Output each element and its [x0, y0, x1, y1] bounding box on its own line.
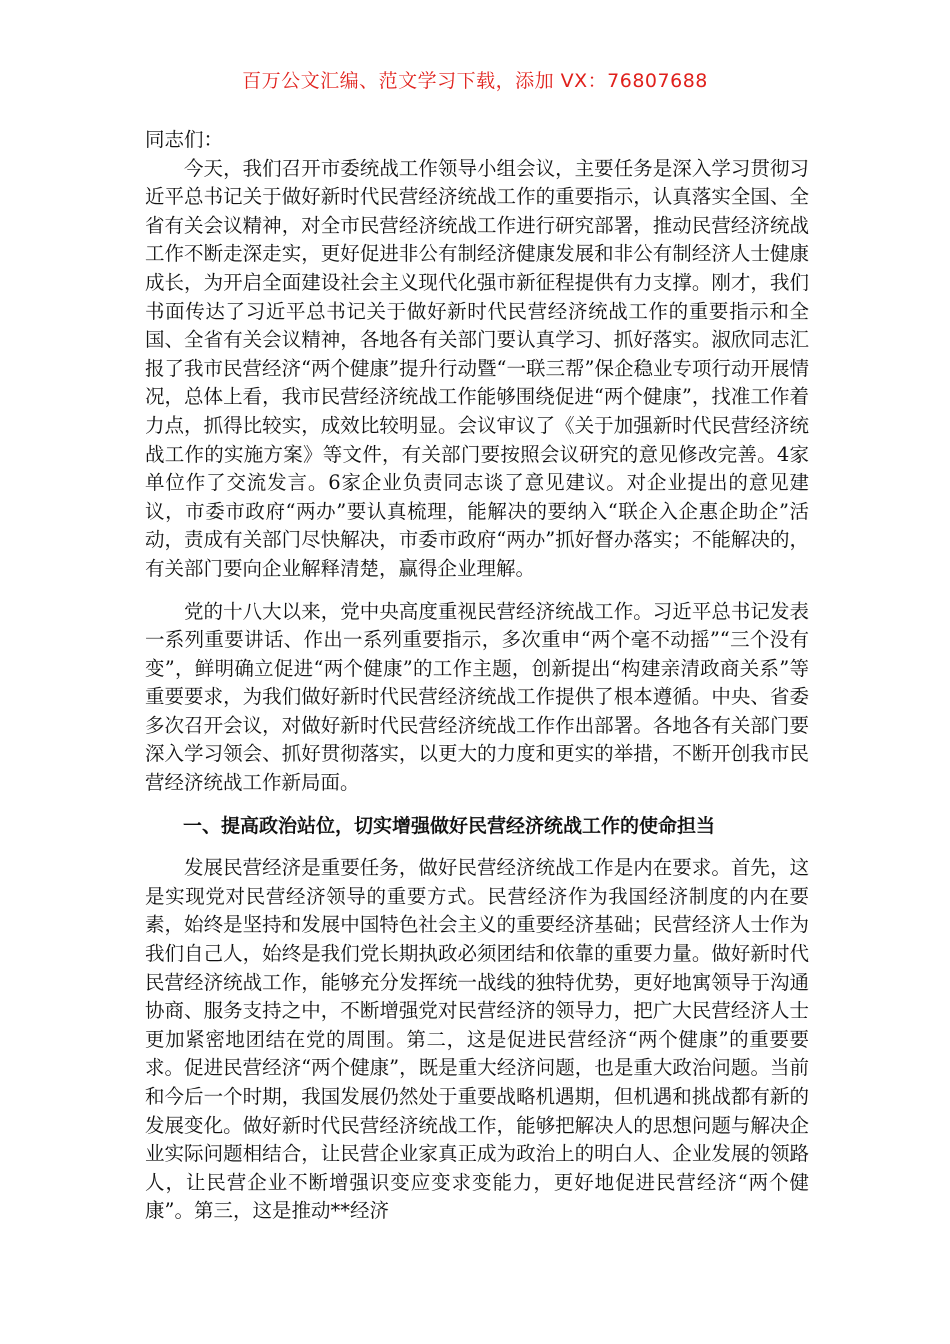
document-body — [145, 126, 809, 1240]
paragraph-opening: 今天，我们召开市委统战工作领导小组会议，主要任务是深入学习贯彻习近平总书记关于做好新时代民营经济统战工作的重要指示，认真落实全国、全省有关会议精神，对全市民营经济统战工作进行研究部署，推动民营经济统战工作不断走深走实，更好促进非公有制经济健康发展和非公有制经济人士健康成长，为开启全面建设社会主义现代化强市新征程提供有力支撑。刚才，我们书面传达了习近平总书记关于做好新时代民营经济统战工作的重要指示和全国、全省有关会议精神，各地各有关部门要认真学习、抓好落实。淑欣同志汇报了我市民营经济“两个健康”提升行动暨“一联三帮”保企稳业专项行动开展情况，总体上看，我市民营经济统战工作能够围绕促进“两个健康”，找准工作着力点，抓得比较实，成效比较明显。会议审议了《关于加强新时代民营经济统战工作的实施方案》等文件，有关部门要按照会议研究的意见修改完善。4家单位作了交流发言。6家企业负责同志谈了意见建议。对企业提出的意见建议，市委市政府“两办”要认真梳理，能解决的要纳入“联企入企惠企助企”活动，责成有关部门尽快解决，市委市政府“两办”抓好督办落实；不能解决的，有关部门要向企业解释清楚，赢得企业理解。 — [145, 156, 809, 580]
paragraph-section-one: 发展民营经济是重要任务，做好民营经济统战工作是内在要求。首先，这是实现党对民营经济领导的重要方式。民营经济作为我国经济制度的内在要素，始终是坚持和发展中国特色社会主义的重要经济基础；民营经济人士作为我们自己人，始终是我们党长期执政必须团结和依靠的重要力量。做好新时代民营经济统战工作，能够充分发挥统一战线的独特优势，更好地寓领导于沟通协商、服务支持之中，不断增强党对民营经济的领导力，把广大民营经济人士更加紧密地团结在党的周围。第二，这是促进民营经济“两个健康”的重要要求。促进民营经济“两个健康”，既是重大经济问题，也是重大政治问题。当前和今后一个时期，我国发展仍然处于重要战略机遇期，但机遇和挑战都有新的发展变化。做好新时代民营经济统战工作，能够把解决人的思想问题与解决企业实际问题相结合，让民营企业家真正成为政治上的明白人、企业发展的领路人，让民营企业不断增强识变应变求变能力，更好地促进民营经济“两个健康”。第三，这是推动**经济 — [145, 856, 809, 1223]
section-heading: 一、提高政治站位，切实增强做好民营经济统战工作的使命担当 — [183, 814, 716, 837]
salutation: 同志们： — [145, 128, 224, 151]
header-banner: 百万公文汇编、范文学习下载，添加 VX：76807688 — [242, 70, 708, 92]
paragraph-background: 党的十八大以来，党中央高度重视民营经济统战工作。习近平总书记发表一系列重要讲话、作出一系列重要指示，多次重申“两个毫不动摇”“三个没有变”，鲜明确立促进“两个健康”的工作主题，创新提出“构建亲清政商关系”等重要要求，为我们做好新时代民营经济统战工作提供了根本遵循。中央、省委多次召开会议，对做好新时代民营经济统战工作作出部署。各地各有关部门要深入学习领会、抓好贯彻落实，以更大的力度和更实的举措，不断开创我市民营经济统战工作新局面。 — [145, 599, 809, 795]
